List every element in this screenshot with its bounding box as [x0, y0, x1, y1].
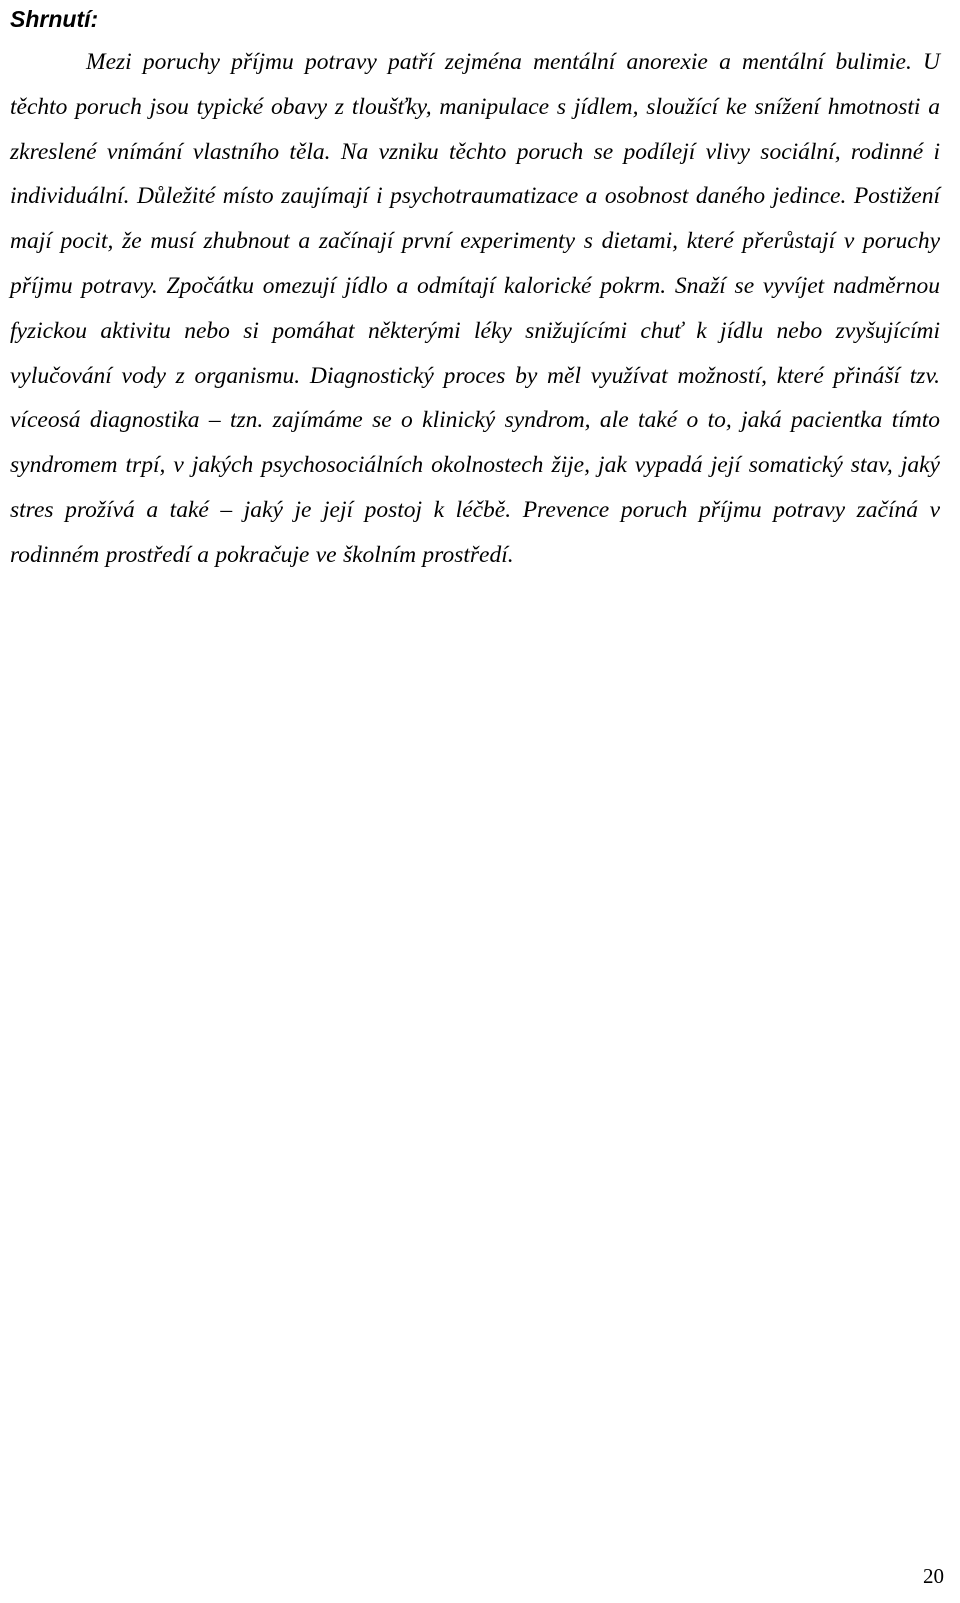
summary-paragraph: Mezi poruchy příjmu potravy patří zejména mentální anorexie a mentální bulimie. U těchto poruch jsou typické obavy z tloušťky, manipulace s jídlem, sloužící ke snížení hmotnosti a zkreslené vnímání vlastního těla. Na vzniku těchto poruch se podílejí vlivy sociální, rodinné i individuální. Důležité místo zaujímají i psychotraumatizace a osobnost daného jedince. Postižení mají pocit, že musí zhubnout a začínají první experimenty s dietami, které přerůstají v poruchy příjmu potravy. Zpočátku omezují jídlo a odmítají kalorické pokrm. Snaží se vyvíjet nadměrnou fyzickou aktivitu nebo si pomáhat některými léky snižujícími chuť k jídlu nebo zvyšujícími vylučování vody z organismu. Diagnostický proces by měl využívat možností, které přináší tzv. víceosá diagnostika – tzn. zajímáme se o klinický syndrom, ale také o to, jaká pacientka tímto syndromem trpí, v jakých psychosociálních okolnostech žije, jak vypadá její somatický stav, jaký stres prožívá a také – jaký je její postoj k léčbě. Prevence poruch příjmu potravy začíná v rodinném prostředí a pokračuje ve školním prostředí. — [10, 49, 940, 568]
page-number: 20 — [923, 1564, 944, 1588]
section-heading: Shrnutí: — [10, 6, 99, 32]
